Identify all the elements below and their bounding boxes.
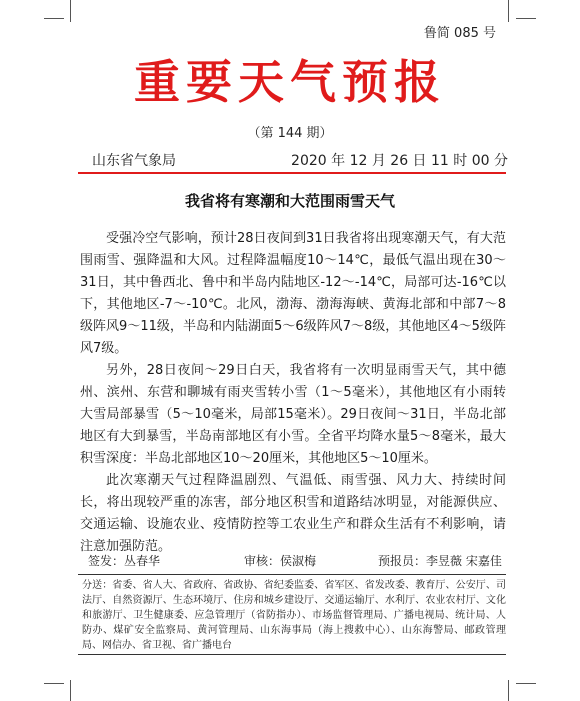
crop-mark <box>516 683 536 684</box>
paragraph-snowfall: 另外，28日夜间～29日白天，我省将有一次明显雨雪天气，其中德州、滨州、东营和聊城有雨夹雪转小雪（1～5毫米），其他地区有小雨转大雪局部暴雪（5～10毫米，局部15毫米）。29日夜间～31日，半岛北部地区有大到暴雪，半岛南部地区有小雪。全省平均降水量5～8毫米，最大积雪深度：半岛北部地区10～20厘米，其他地区5～10厘米。 <box>80 363 506 466</box>
paragraph-impact: 此次寒潮天气过程降温剧烈、气温低、雨雪强、风力大、持续时间长，将出现较严重的冻害，部分地区积雪和道路结冰明显，对能源供应、交通运输、设施农业、疫情防控等工农业生产和群众生活有不利影响，请注意加强防范。 <box>80 473 506 554</box>
distribution-top-rule <box>78 574 506 575</box>
issue-datetime: 2020 年 12 月 26 日 11 时 00 分 <box>291 153 508 169</box>
crop-mark <box>508 680 509 701</box>
issue-number: （第 144 期） <box>247 126 333 141</box>
headline: 我省将有寒潮和大范围雨雪天气 <box>184 192 395 210</box>
crop-mark <box>516 18 536 19</box>
crop-mark <box>70 0 71 22</box>
forecasters: 预报员：李昱薇 宋嘉佳 <box>378 554 502 568</box>
crop-mark <box>44 18 64 19</box>
distribution-bottom-rule <box>78 654 506 655</box>
body-text <box>80 228 506 558</box>
document-number: 鲁简 085 号 <box>423 26 496 41</box>
masthead-title: 重要天气预报 <box>134 55 446 109</box>
reviewer: 审核：侯淑梅 <box>244 554 317 568</box>
distribution-list: 分送：省委、省人大、省政府、省政协、省纪委监委、省军区、省发改委、教育厅、公安厅、司法厅、自然资源厅、生态环境厅、住房和城乡建设厅、交通运输厅、水利厅、农业农村厅、文化和旅游厅、卫生健康委、应急管理厅（省防指办）、市场监督管理局、广播电视局、统计局、人防办、煤矿安全监察局、黄河管理局、山东海事局（海上搜救中心）、山东海警局、邮政管理局、网信办、省卫视、省广播电台 <box>82 580 506 651</box>
paragraph-cold-wave: 受强冷空气影响，预计28日夜间到31日我省将出现寒潮天气，有大范围雨雪、强降温和大风。过程降温幅度10～14℃，最低气温出现在30～31日，其中鲁西北、鲁中和半岛内陆地区-12～-14℃，局部可达-16℃以下，其他地区-7～-10℃。北风，渤海、渤海海峡、黄海北部和中部7～8级阵风9～11级，半岛和内陆湖面5～6级阵风7～8级，其他地区4～5级阵风7级。 <box>80 231 506 356</box>
crop-mark <box>70 680 71 701</box>
signer: 签发：丛春华 <box>88 554 161 568</box>
crop-mark <box>44 683 64 684</box>
issuing-agency: 山东省气象局 <box>92 153 176 169</box>
red-divider <box>78 172 506 174</box>
crop-mark <box>508 0 509 22</box>
